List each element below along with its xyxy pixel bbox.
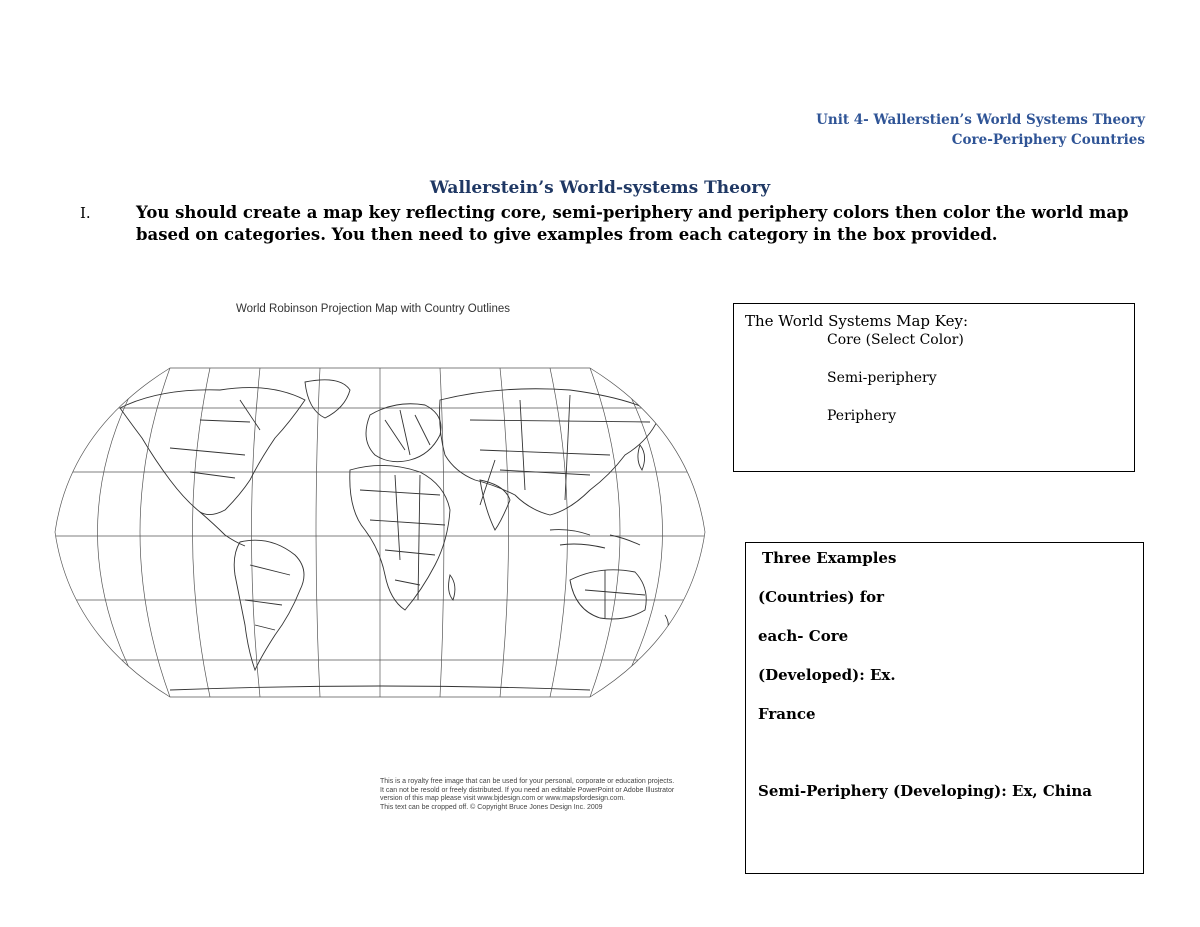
map-key-title: The World Systems Map Key: <box>745 312 969 330</box>
map-key-box <box>733 303 1135 472</box>
map-caption: World Robinson Projection Map with Country Outlines <box>236 303 510 315</box>
world-map <box>50 360 710 705</box>
examples-line: France <box>758 705 816 723</box>
examples-line: Semi-Periphery (Developing): Ex, China <box>758 782 1093 800</box>
examples-line: (Developed): Ex. <box>758 666 896 684</box>
credit-line: It can not be resold or freely distributed. If you need an editable PowerPoint or Adobe Illustrator <box>380 786 675 794</box>
page-title: Wallerstein’s World-systems Theory <box>429 178 771 198</box>
header-line-2: Core-Periphery Countries <box>951 132 1145 148</box>
examples-line: Three Examples <box>762 549 897 567</box>
instruction-text: You should create a map key reflecting core, semi-periphery and periphery colors then color the world map based on categories. You then need to give examples from each category in the box provided. <box>136 203 1129 244</box>
key-item-periphery: Periphery <box>827 408 897 424</box>
credit-line: version of this map please visit www.bjdesign.com or www.mapsfordesign.com. <box>380 795 626 802</box>
map-credit <box>380 778 710 812</box>
examples-line: (Countries) for <box>758 588 885 606</box>
instruction-numeral: I. <box>80 204 91 222</box>
credit-line: This is a royalty free image that can be used for your personal, corporate or education projects. <box>380 778 675 785</box>
examples-line: each- Core <box>758 627 849 645</box>
examples-box <box>745 542 1144 874</box>
credit-line: This text can be cropped off. © Copyright Bruce Jones Design Inc. 2009 <box>380 803 603 811</box>
key-item-core: Core (Select Color) <box>827 332 964 348</box>
header-line-1: Unit 4- Wallerstien’s World Systems Theory <box>816 112 1145 128</box>
unit-header <box>816 110 1145 150</box>
key-item-semi-periphery: Semi-periphery <box>827 370 937 386</box>
